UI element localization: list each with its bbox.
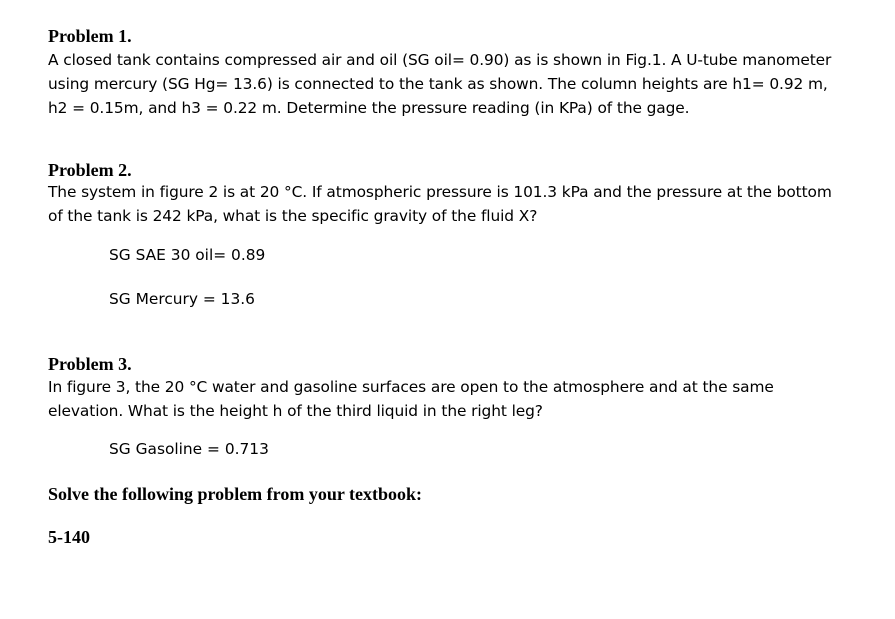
problem-1-title: Problem 1.: [48, 26, 132, 46]
solve-heading: Solve the following problem from your textbook:: [48, 484, 422, 504]
problem-2-title: Problem 2.: [48, 160, 132, 180]
problem-1-text: A closed tank contains compressed air and oil (SG oil= 0.90) as is shown in Fig.1. A U-tube manometer using mercury (SG Hg= 13.6) is connected to the tank as shown. The column heights are h1= 0.92 m, h2 = 0.15m, and h3 = 0.22 m. Determine the pressure reading (in KPa) of the gage.: [48, 51, 832, 117]
problem-3-title: Problem 3.: [48, 354, 132, 374]
problem-2-given-mercury: SG Mercury = 13.6: [109, 290, 255, 308]
problem-2-text: The system in figure 2 is at 20 °C. If atmospheric pressure is 101.3 kPa and the pressure at the bottom of the tank is 242 kPa, what is the specific gravity of the fluid X?: [48, 183, 832, 225]
textbook-problem-number: 5-140: [48, 527, 90, 547]
problem-3-given-gasoline: SG Gasoline = 0.713: [109, 440, 269, 458]
problem-2-given-oil: SG SAE 30 oil= 0.89: [109, 246, 266, 264]
problem-3-text: In figure 3, the 20 °C water and gasoline surfaces are open to the atmosphere and at the same elevation. What is the height h of the third liquid in the right leg?: [48, 378, 774, 420]
